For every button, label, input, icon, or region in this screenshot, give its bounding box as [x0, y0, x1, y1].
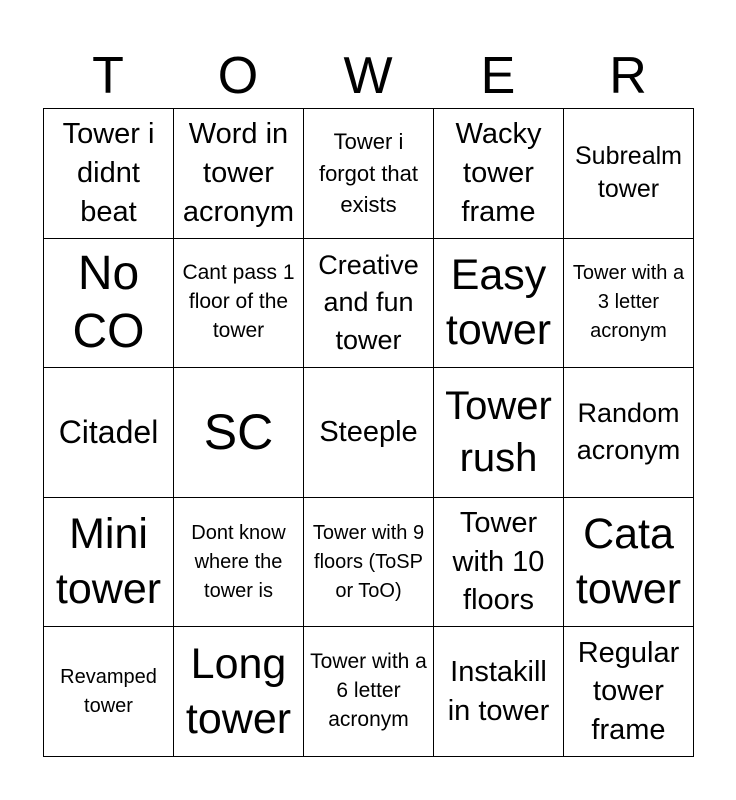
bingo-cell[interactable]: [434, 498, 564, 628]
bingo-cell[interactable]: [44, 627, 174, 757]
cell-text: Instakill in tower: [447, 656, 550, 727]
bingo-cell[interactable]: [564, 627, 694, 757]
bingo-header: [43, 44, 693, 108]
header-letter-t: T: [92, 47, 124, 105]
cell-text: Citadel: [58, 414, 159, 451]
cell-text: Tower i didnt beat: [62, 118, 155, 228]
bingo-cell[interactable]: [564, 109, 694, 239]
bingo-cell[interactable]: [174, 368, 304, 498]
bingo-cell[interactable]: [564, 498, 694, 628]
cell-text: Regular tower frame: [577, 636, 680, 746]
cell-text: No CO: [72, 247, 145, 358]
cell-text: SC: [203, 404, 274, 461]
cell-text: Cant pass 1 floor of the tower: [182, 261, 295, 343]
bingo-cell[interactable]: [304, 368, 434, 498]
bingo-cell[interactable]: [434, 368, 564, 498]
cell-text: Revamped tower: [60, 665, 157, 717]
cell-text: Cata tower: [575, 510, 682, 614]
bingo-cell[interactable]: [44, 239, 174, 369]
cell-text: Tower with 9 floors (ToSP or ToO): [312, 521, 425, 602]
cell-text: Steeple: [319, 416, 418, 449]
cell-text: Random acronym: [576, 398, 681, 466]
header-letter-w: W: [343, 47, 393, 105]
cell-text: Subrealm tower: [575, 141, 682, 204]
bingo-cell[interactable]: [174, 627, 304, 757]
cell-text: Dont know where the tower is: [191, 521, 286, 602]
cell-text: Creative and fun tower: [318, 250, 419, 355]
bingo-cell[interactable]: [434, 627, 564, 757]
cell-text: Wacky tower frame: [455, 118, 542, 228]
bingo-cell[interactable]: [304, 239, 434, 369]
bingo-cell[interactable]: [304, 109, 434, 239]
header-letter-e: E: [480, 47, 516, 105]
bingo-cell[interactable]: [434, 239, 564, 369]
bingo-cell[interactable]: [434, 109, 564, 239]
bingo-cell[interactable]: [44, 368, 174, 498]
header-letter-o: O: [217, 47, 259, 105]
bingo-cell[interactable]: [304, 498, 434, 628]
cell-text: Tower with 10 floors: [452, 507, 545, 617]
bingo-cell[interactable]: [174, 109, 304, 239]
bingo-cell[interactable]: [564, 368, 694, 498]
bingo-cell[interactable]: [44, 498, 174, 628]
bingo-cell[interactable]: [44, 109, 174, 239]
cell-text: Tower i forgot that exists: [318, 129, 419, 217]
cell-text: Easy tower: [445, 251, 552, 354]
cell-text: Tower with a 6 letter acronym: [310, 650, 427, 732]
bingo-cell[interactable]: [564, 239, 694, 369]
bingo-cell[interactable]: [174, 498, 304, 628]
cell-text: Long tower: [185, 640, 292, 743]
header-letter-r: R: [609, 47, 647, 105]
bingo-board: [43, 108, 694, 757]
bingo-cell[interactable]: [304, 627, 434, 757]
cell-text: Tower with a 3 letter acronym: [572, 262, 685, 343]
cell-text: Tower rush: [445, 384, 552, 481]
cell-text: Mini tower: [55, 510, 162, 614]
cell-text: Word in tower acronym: [182, 118, 295, 228]
bingo-cell[interactable]: [174, 239, 304, 369]
